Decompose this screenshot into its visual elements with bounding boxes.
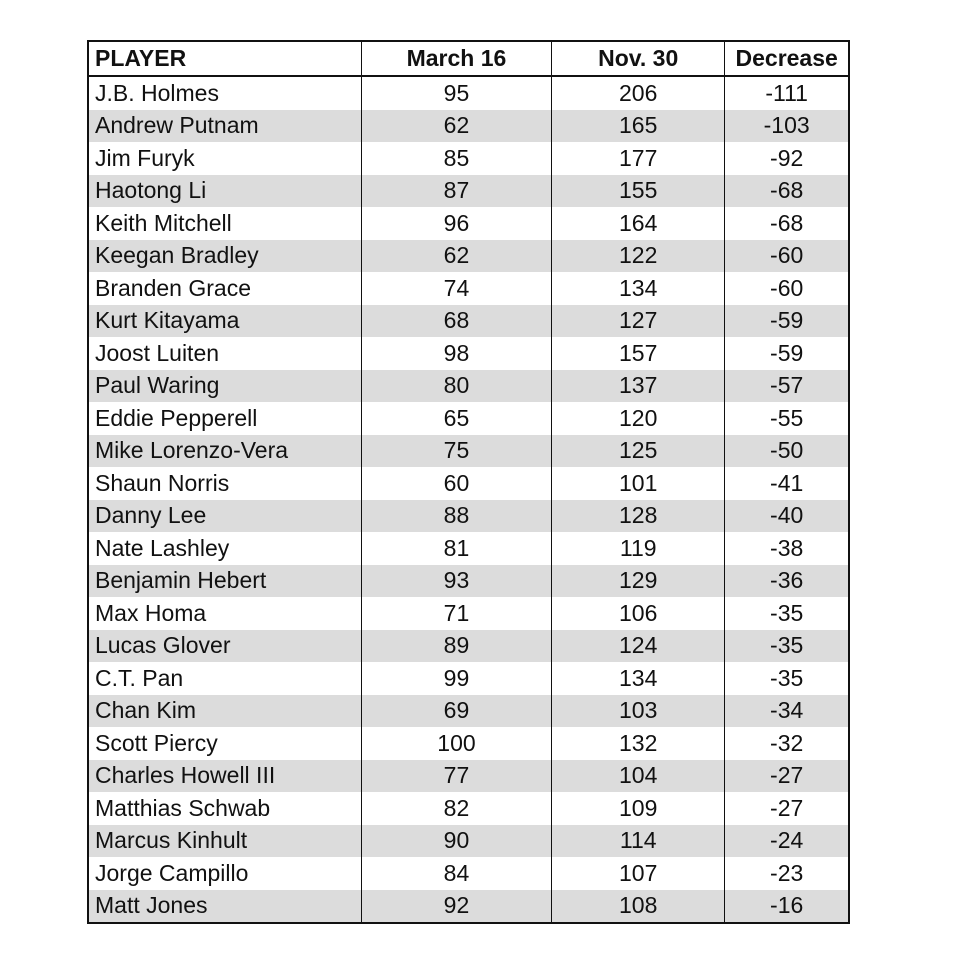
cell-decrease: -35 [725,597,848,630]
cell-nov-30: 104 [552,760,725,793]
cell-nov-30: 107 [552,857,725,890]
cell-march-16: 81 [361,532,551,565]
cell-player: Keith Mitchell [89,207,361,240]
cell-decrease: -68 [725,175,848,208]
table-row [89,272,848,305]
cell-decrease: -27 [725,760,848,793]
cell-decrease: -23 [725,857,848,890]
ranking-table [87,40,850,924]
cell-nov-30: 129 [552,565,725,598]
cell-nov-30: 177 [552,142,725,175]
cell-decrease: -16 [725,890,848,923]
cell-nov-30: 137 [552,370,725,403]
cell-nov-30: 127 [552,305,725,338]
cell-player: Nate Lashley [89,532,361,565]
cell-decrease: -59 [725,337,848,370]
cell-march-16: 69 [361,695,551,728]
table-row [89,207,848,240]
cell-nov-30: 125 [552,435,725,468]
cell-player: Jim Furyk [89,142,361,175]
cell-player: Chan Kim [89,695,361,728]
table-row [89,240,848,273]
table-row [89,402,848,435]
cell-player: Scott Piercy [89,727,361,760]
cell-nov-30: 108 [552,890,725,923]
cell-decrease: -59 [725,305,848,338]
cell-nov-30: 132 [552,727,725,760]
cell-march-16: 62 [361,110,551,143]
table-row [89,337,848,370]
cell-player: Eddie Pepperell [89,402,361,435]
cell-nov-30: 157 [552,337,725,370]
cell-nov-30: 134 [552,662,725,695]
cell-player: Shaun Norris [89,467,361,500]
cell-march-16: 88 [361,500,551,533]
cell-player: Joost Luiten [89,337,361,370]
cell-nov-30: 134 [552,272,725,305]
table-row [89,630,848,663]
cell-player: Kurt Kitayama [89,305,361,338]
table-row [89,142,848,175]
cell-march-16: 96 [361,207,551,240]
cell-player: Jorge Campillo [89,857,361,890]
cell-nov-30: 206 [552,76,725,110]
cell-march-16: 85 [361,142,551,175]
cell-player: Paul Waring [89,370,361,403]
table-row [89,727,848,760]
cell-player: Mike Lorenzo-Vera [89,435,361,468]
table-row [89,792,848,825]
table-row [89,890,848,923]
cell-decrease: -36 [725,565,848,598]
cell-decrease: -92 [725,142,848,175]
cell-march-16: 90 [361,825,551,858]
cell-decrease: -68 [725,207,848,240]
cell-nov-30: 103 [552,695,725,728]
cell-decrease: -57 [725,370,848,403]
cell-nov-30: 124 [552,630,725,663]
cell-nov-30: 120 [552,402,725,435]
table-row [89,857,848,890]
cell-nov-30: 128 [552,500,725,533]
table-row [89,175,848,208]
cell-march-16: 89 [361,630,551,663]
header-march-16: March 16 [361,42,551,76]
cell-decrease: -111 [725,76,848,110]
cell-march-16: 99 [361,662,551,695]
cell-march-16: 95 [361,76,551,110]
cell-march-16: 65 [361,402,551,435]
cell-player: Matthias Schwab [89,792,361,825]
cell-decrease: -60 [725,272,848,305]
cell-nov-30: 114 [552,825,725,858]
cell-march-16: 77 [361,760,551,793]
table-row [89,500,848,533]
cell-player: Max Homa [89,597,361,630]
cell-nov-30: 165 [552,110,725,143]
cell-decrease: -38 [725,532,848,565]
cell-march-16: 62 [361,240,551,273]
header-player: PLAYER [89,42,361,76]
cell-nov-30: 122 [552,240,725,273]
cell-decrease: -50 [725,435,848,468]
cell-march-16: 84 [361,857,551,890]
cell-nov-30: 119 [552,532,725,565]
table-row [89,467,848,500]
table-row [89,565,848,598]
cell-nov-30: 109 [552,792,725,825]
cell-march-16: 82 [361,792,551,825]
cell-decrease: -35 [725,630,848,663]
cell-march-16: 92 [361,890,551,923]
table-row [89,370,848,403]
cell-nov-30: 106 [552,597,725,630]
table-row [89,695,848,728]
table-body [89,76,848,922]
cell-march-16: 100 [361,727,551,760]
cell-march-16: 98 [361,337,551,370]
cell-player: Keegan Bradley [89,240,361,273]
cell-player: Danny Lee [89,500,361,533]
table-row [89,76,848,110]
cell-decrease: -55 [725,402,848,435]
table-row [89,435,848,468]
cell-decrease: -24 [725,825,848,858]
table-row [89,597,848,630]
cell-march-16: 60 [361,467,551,500]
cell-decrease: -34 [725,695,848,728]
cell-nov-30: 155 [552,175,725,208]
ranking-table-grid [89,42,848,922]
cell-decrease: -40 [725,500,848,533]
cell-march-16: 87 [361,175,551,208]
cell-decrease: -32 [725,727,848,760]
cell-decrease: -41 [725,467,848,500]
cell-player: Matt Jones [89,890,361,923]
table-row [89,110,848,143]
cell-march-16: 71 [361,597,551,630]
cell-player: Andrew Putnam [89,110,361,143]
cell-march-16: 75 [361,435,551,468]
cell-player: Lucas Glover [89,630,361,663]
cell-player: Benjamin Hebert [89,565,361,598]
table-header-row [89,42,848,76]
cell-player: C.T. Pan [89,662,361,695]
cell-nov-30: 101 [552,467,725,500]
cell-player: Branden Grace [89,272,361,305]
header-decrease: Decrease [725,42,848,76]
cell-player: Haotong Li [89,175,361,208]
cell-march-16: 80 [361,370,551,403]
cell-march-16: 93 [361,565,551,598]
cell-player: Marcus Kinhult [89,825,361,858]
cell-march-16: 74 [361,272,551,305]
cell-decrease: -27 [725,792,848,825]
cell-decrease: -103 [725,110,848,143]
table-row [89,662,848,695]
table-row [89,305,848,338]
cell-decrease: -35 [725,662,848,695]
cell-decrease: -60 [725,240,848,273]
cell-player: Charles Howell III [89,760,361,793]
header-nov-30: Nov. 30 [552,42,725,76]
table-row [89,760,848,793]
table-row [89,532,848,565]
cell-player: J.B. Holmes [89,76,361,110]
table-row [89,825,848,858]
cell-march-16: 68 [361,305,551,338]
cell-nov-30: 164 [552,207,725,240]
